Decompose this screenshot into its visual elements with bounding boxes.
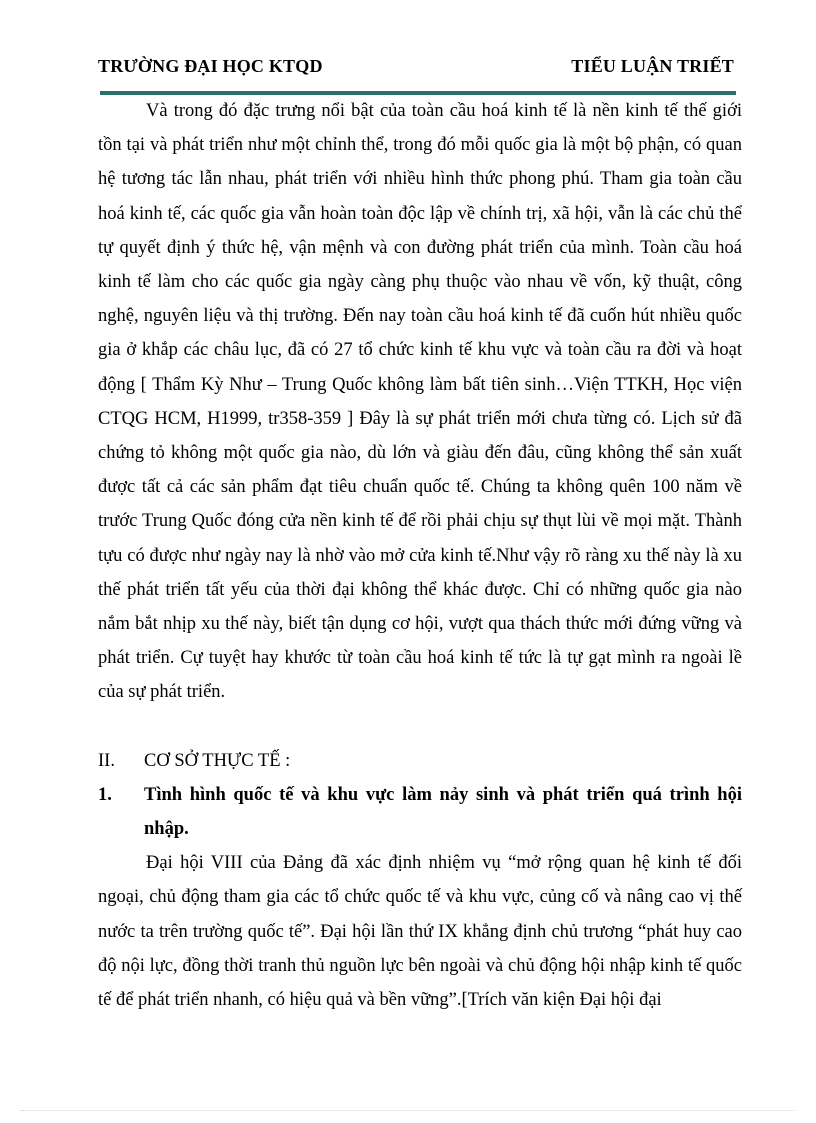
document-body — [98, 94, 742, 1017]
section-number: II. — [98, 750, 115, 771]
section-title: CƠ SỞ THỰC TẾ : — [144, 750, 291, 771]
subsection-number: 1. — [98, 784, 112, 805]
body-paragraph-2: Đại hội VIII của Đảng đã xác định nhiệm vụ “mở rộng quan hệ kinh tế đối ngoại, chủ động tham gia các tổ chức quốc tế và khu vực, củng cố và nâng cao vị thế nước ta trên trường quốc tế”. Đại hội lần thứ IX khẳng định chủ trương “phát huy cao độ nội lực, đồng thời tranh thủ nguồn lực bên ngoài và chủ động hội nhập kinh tế quốc tế để phát triển nhanh, có hiệu quả và bền vững”.[Trích văn kiện Đại hội đại — [98, 853, 742, 1011]
section-heading — [98, 744, 742, 778]
paragraph-spacer — [98, 710, 742, 744]
subsection-title: Tình hình quốc tế và khu vực làm nảy sinh và phát triển quá trình hội nhập. — [144, 784, 742, 840]
page-bottom-border — [20, 1110, 796, 1111]
subsection-heading — [98, 778, 742, 846]
body-paragraph-1: Và trong đó đặc trưng nổi bật của toàn cầu hoá kinh tế là nền kinh tế thế giới tồn tại và phát triển như một chỉnh thể, trong đó mỗi quốc gia là một bộ phận, có quan hệ tương tác lẫn nhau, phát triển với nhiều hình thức phong phú. Tham gia toàn cầu hoá kinh tế, các quốc gia vẫn hoàn toàn độc lập về chính trị, xã hội, vẫn là các chủ thể tự quyết định ý thức hệ, vận mệnh và con đường phát triển của mình. Toàn cầu hoá kinh tế làm cho các quốc gia ngày càng phụ thuộc vào nhau về vốn, kỹ thuật, công nghệ, nguyên liệu và thị trường. Đến nay toàn cầu hoá kinh tế đã cuốn hút nhiều quốc gia ở khắp các châu lục, đã có 27 tổ chức kinh tế khu vực và toàn cầu ra đời và hoạt động [ Thẩm Kỳ Như – Trung Quốc không làm bất tiên sinh…Viện TTKH, Học viện CTQG HCM, H1999, tr358-359 ] Đây là sự phát triển mới chưa từng có. Lịch sử đã chứng tỏ không một quốc gia nào, dù lớn và giàu đến đâu, cũng không thể sản xuất được tất cả các sản phẩm đạt tiêu chuẩn quốc tế. Chúng ta không quên 100 năm về trước Trung Quốc đóng cửa nền kinh tế để rồi phải chịu sự thụt lùi về mọi mặt. Thành tựu có được như ngày nay là nhờ vào mở cửa kinh tế.Như vậy rõ ràng xu thế này là xu thế phát triển tất yếu của thời đại không thể khác được. Chỉ có những quốc gia nào nắm bắt nhịp xu thế này, biết tận dụng cơ hội, vượt qua thách thức mới đứng vững và phát triển. Cự tuyệt hay khước từ toàn cầu hoá kinh tế tức là tự gạt mình ra ngoài lề của sự phát triển. — [98, 101, 742, 703]
header-university: TRƯỜNG ĐẠI HỌC KTQD — [98, 55, 323, 76]
page-header — [98, 52, 734, 80]
header-document-type: TIỂU LUẬN TRIẾT — [571, 55, 734, 76]
